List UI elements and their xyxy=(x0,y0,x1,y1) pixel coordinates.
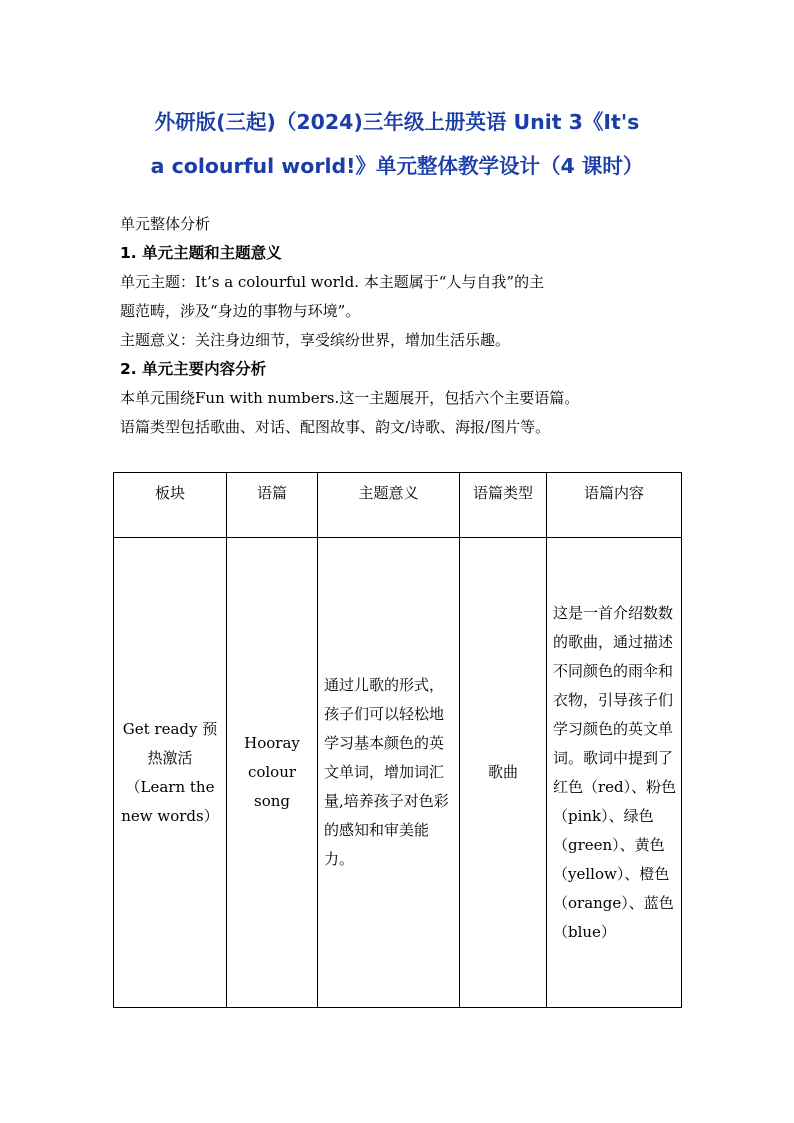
cell-section: Get ready 预热激活（Learn the new words） xyxy=(114,538,227,1008)
section2-heading: 2. 单元主要内容分析 xyxy=(120,360,267,378)
header-section: 板块 xyxy=(114,473,227,538)
table-row xyxy=(114,538,682,1008)
overview-heading: 单元整体分析 xyxy=(120,215,211,233)
cell-text: Hooray colour song xyxy=(227,538,318,1008)
unit-content-table xyxy=(113,472,682,1008)
header-text: 语篇 xyxy=(227,473,318,538)
meaning-line: 主题意义：关注身边细节，享受缤纷世界，增加生活乐趣。 xyxy=(120,331,511,349)
table-header-row xyxy=(114,473,682,538)
intro-section xyxy=(120,210,685,442)
document-title xyxy=(105,100,689,188)
cell-meaning: 通过儿歌的形式，孩子们可以轻松地学习基本颜色的英文单词，增加词汇量,培养孩子对色彩的感知和审美能力。 xyxy=(318,538,460,1008)
title-line-2: a colourful world!》单元整体教学设计（4 课时） xyxy=(150,154,644,178)
header-content: 语篇内容 xyxy=(547,473,682,538)
theme-line-2: 题范畴，涉及“身边的事物与环境”。 xyxy=(120,302,361,320)
theme-line-1: 单元主题：It’s a colourful world. 本主题属于“人与自我”的主 xyxy=(120,273,545,291)
title-line-1: 外研版(三起)（2024)三年级上册英语 Unit 3《It's xyxy=(154,110,640,134)
cell-type: 歌曲 xyxy=(460,538,547,1008)
header-meaning: 主题意义 xyxy=(318,473,460,538)
content-line-2: 语篇类型包括歌曲、对话、配图故事、韵文/诗歌、海报/图片等。 xyxy=(120,418,551,436)
content-line-1: 本单元围绕Fun with numbers.这一主题展开，包括六个主要语篇。 xyxy=(120,389,580,407)
section1-heading: 1. 单元主题和主题意义 xyxy=(120,244,282,262)
header-type: 语篇类型 xyxy=(460,473,547,538)
cell-content: 这是一首介绍数数的歌曲，通过描述不同颜色的雨伞和衣物，引导孩子们学习颜色的英文单词。歌词中提到了红色（red）、粉色（pink）、绿色（green）、黄色（yellow）、橙色（orange）、蓝色（blue） xyxy=(547,538,682,1008)
